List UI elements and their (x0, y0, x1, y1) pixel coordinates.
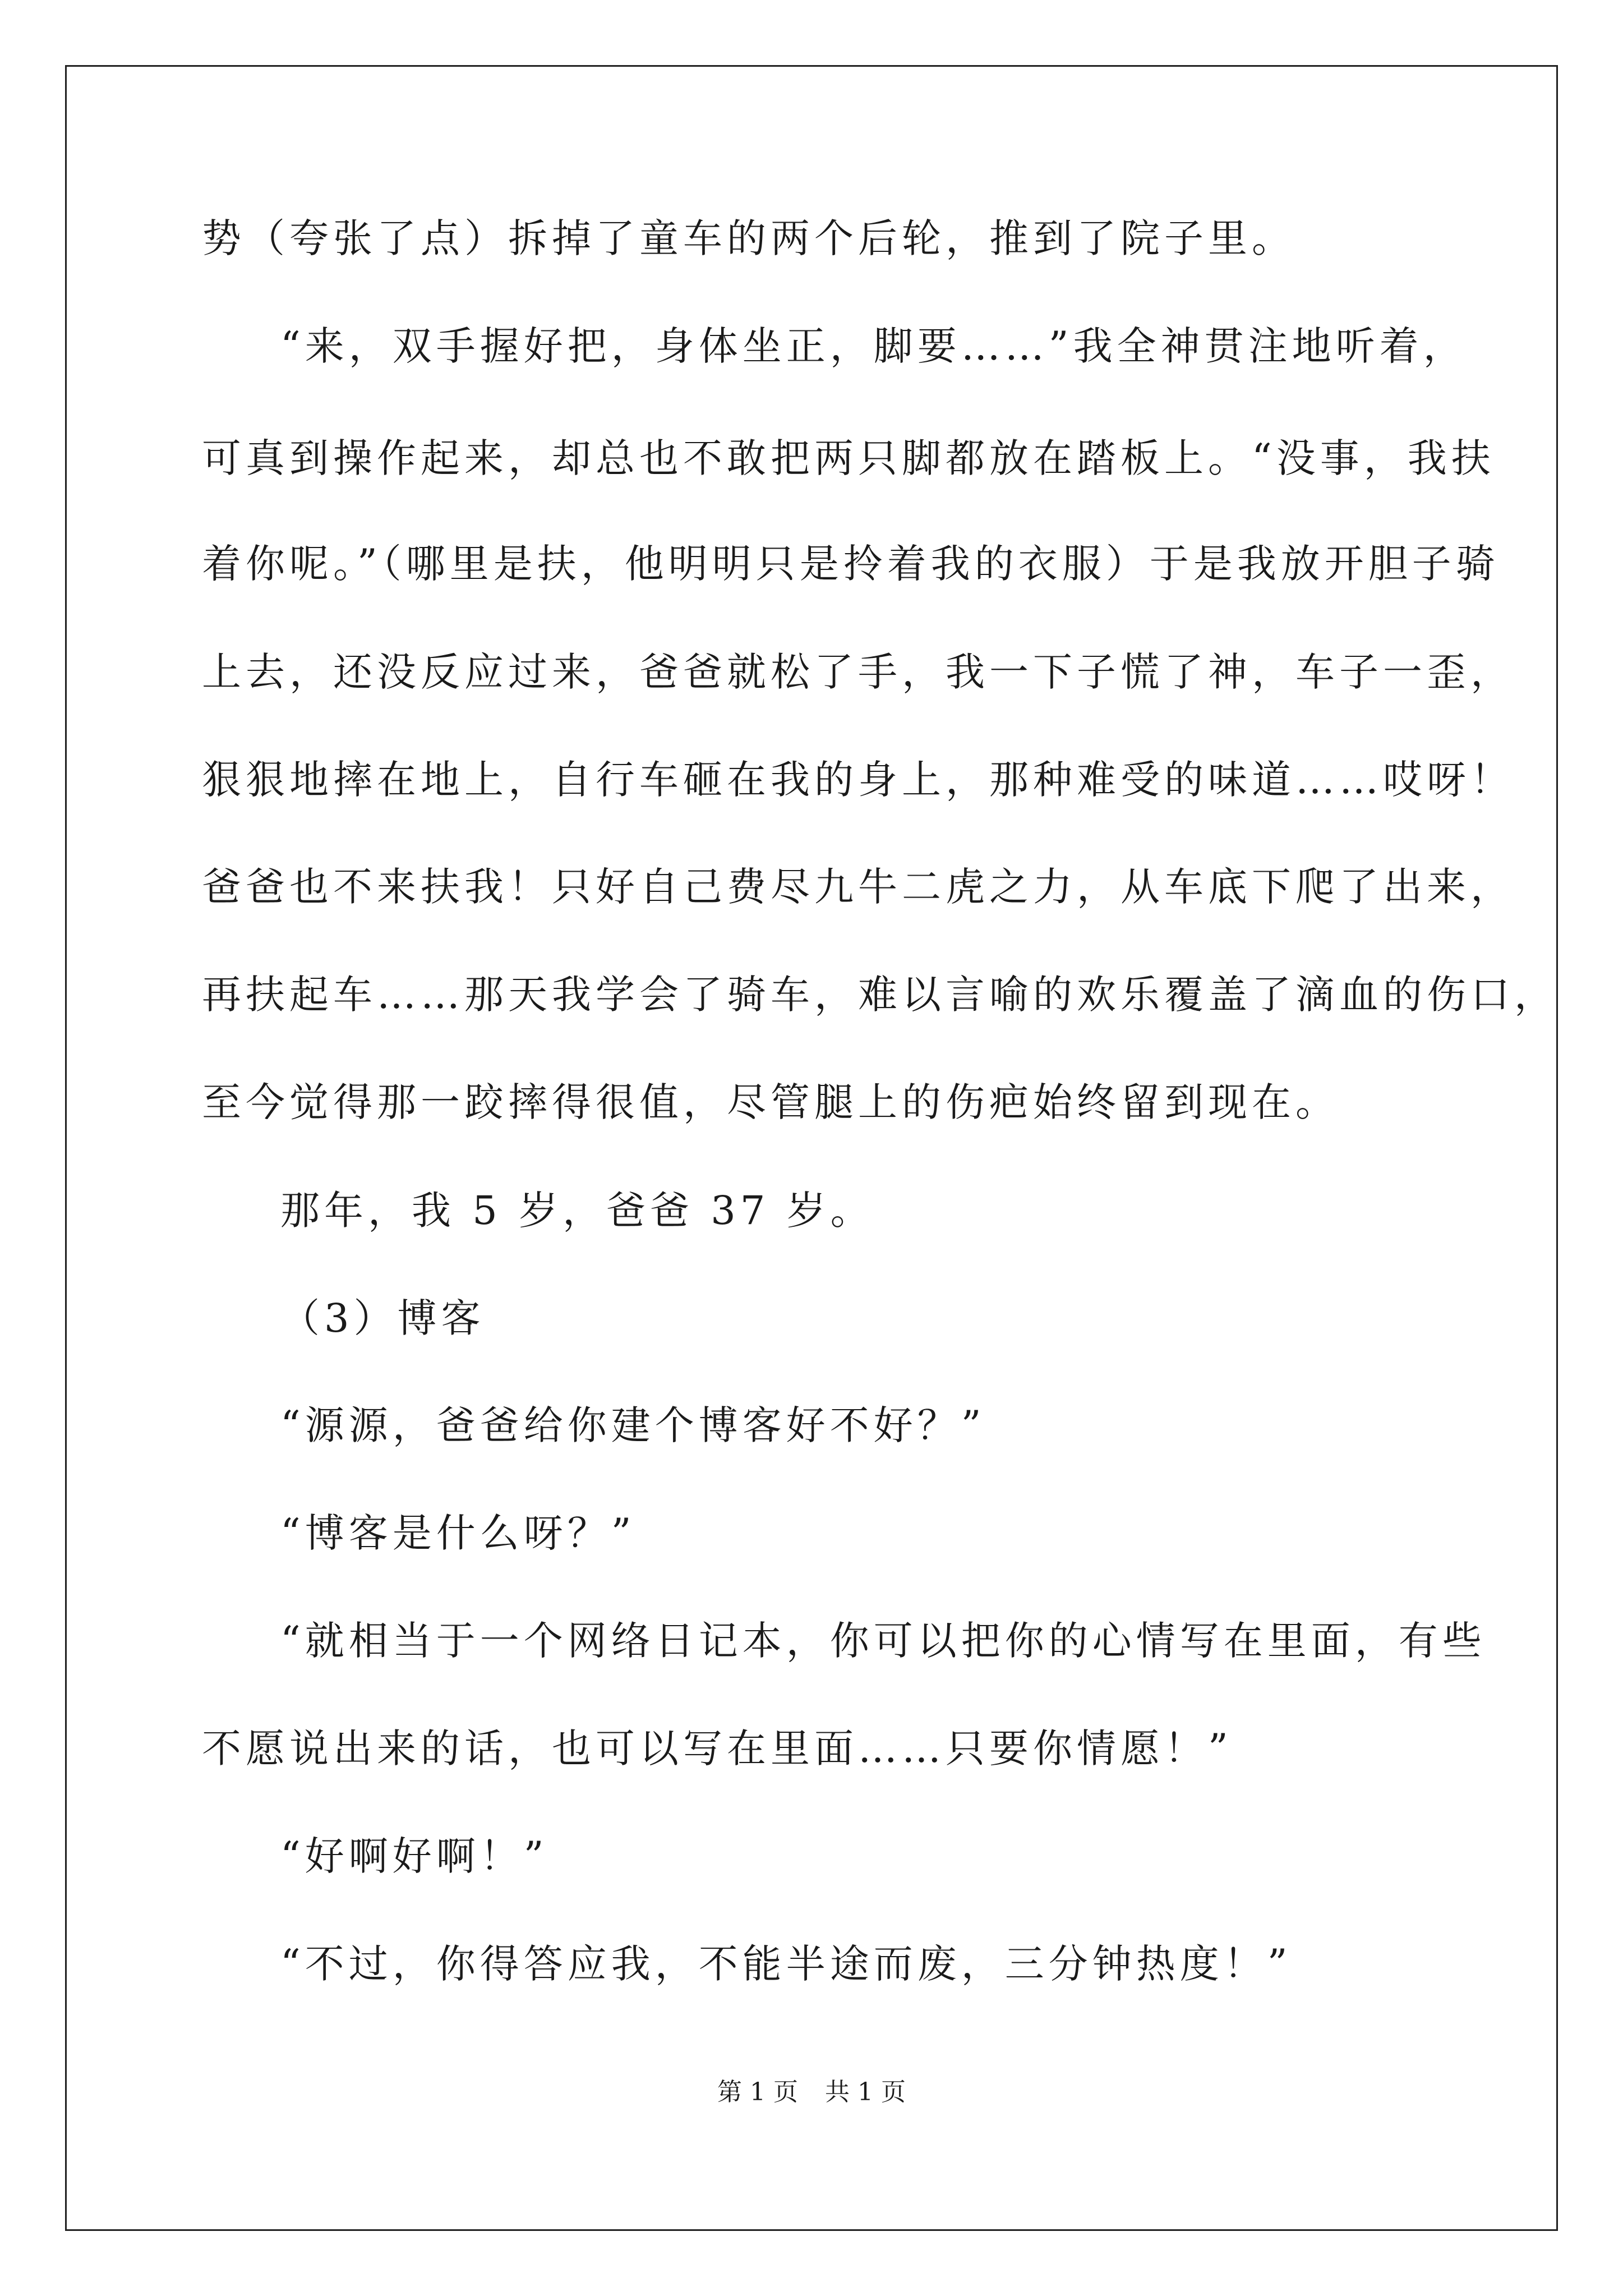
text-line: 爸爸也不来扶我！只好自己费尽九牛二虎之力，从车底下爬了出来， (202, 864, 1514, 910)
text-line: “不过，你得答应我，不能半途而废，三分钟热度！” (280, 1941, 1292, 1987)
section-heading: （3）博客 (280, 1295, 485, 1341)
text-line: 那年，我 5 岁，爸爸 37 岁。 (280, 1188, 874, 1234)
text-line: 势（夸张了点）拆掉了童车的两个后轮，推到了院子里。 (202, 215, 1295, 261)
page-footer (0, 2080, 1623, 2105)
text-line: “好啊好啊！” (280, 1833, 548, 1879)
text-line: 不愿说出来的话，也可以写在里面……只要你情愿！” (202, 1726, 1233, 1772)
page-border (65, 65, 1558, 2231)
text-line: “就相当于一个网络日记本，你可以把你的心情写在里面，有些 (280, 1618, 1486, 1664)
text-line: “源源，爸爸给你建个博客好不好？” (280, 1402, 986, 1448)
page-total: 共 1 页 (825, 2078, 906, 2106)
text-line: 至今觉得那一跤摔得很值，尽管腿上的伤疤始终留到现在。 (202, 1079, 1339, 1125)
text-line: 可真到操作起来，却总也不敢把两只脚都放在踏板上。“没事，我扶 (202, 435, 1495, 481)
text-line: 上去，还没反应过来，爸爸就松了手，我一下子慌了神，车子一歪， (202, 649, 1514, 695)
text-line: “来，双手握好把，身体坐正，脚要……”我全神贯注地听着， (280, 323, 1467, 369)
page-number: 第 1 页 (717, 2078, 798, 2106)
text-line: 再扶起车……那天我学会了骑车，难以言喻的欢乐覆盖了滴血的伤口， (202, 972, 1558, 1018)
text-line: “博客是什么呀？” (280, 1510, 636, 1556)
text-line: 狠狠地摔在地上，自行车砸在我的身上，那种难受的味道……哎呀！ (202, 757, 1514, 803)
text-line: 着你呢。”（哪里是扶，他明明只是拎着我的衣服）于是我放开胆子骑 (202, 541, 1500, 587)
